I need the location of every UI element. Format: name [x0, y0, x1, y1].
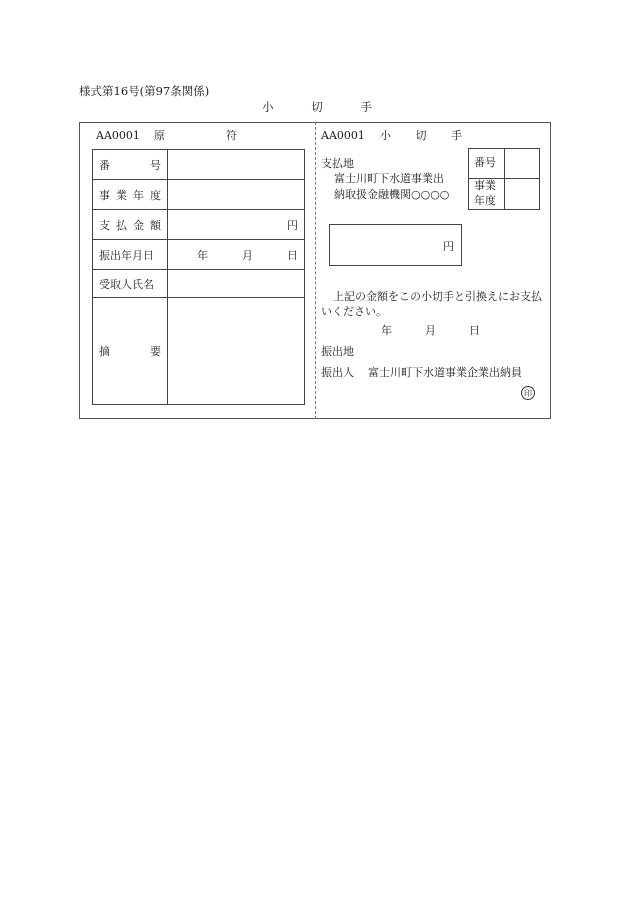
- check-number-year-table: [468, 148, 540, 210]
- payment-place-line: 納取扱金融機関○○○○: [334, 188, 450, 201]
- title-char: 切: [311, 100, 323, 114]
- table-row: [93, 298, 305, 405]
- issue-place-label: 振出地: [321, 345, 354, 358]
- stub-label-summary: 摘 要: [93, 298, 168, 405]
- table-row: [93, 240, 305, 270]
- check-amount-box[interactable]: [329, 224, 462, 266]
- table-row: [469, 149, 540, 179]
- day-unit: 日: [287, 248, 298, 262]
- year-unit: 年: [197, 248, 208, 262]
- check-heading-char: 小: [380, 129, 391, 142]
- month-unit: 月: [425, 324, 436, 337]
- stub-payee-field[interactable]: [168, 270, 305, 298]
- day-unit: 日: [469, 324, 480, 337]
- check-heading: [380, 130, 462, 141]
- check-heading-char: 切: [415, 129, 427, 142]
- title-char: 手: [360, 100, 372, 114]
- payment-instruction: 上記の金額をこの小切手と引換えにお支払いください。: [321, 290, 542, 318]
- stub-amount-field[interactable]: [168, 210, 305, 240]
- month-unit: 月: [242, 248, 253, 262]
- year-unit: 年: [381, 324, 392, 337]
- table-row: [93, 150, 305, 180]
- stub-label-issue-date: 振出年月日: [93, 240, 168, 270]
- stub-issue-date-field[interactable]: [168, 240, 305, 270]
- table-row: [93, 210, 305, 240]
- stub-table: [92, 149, 305, 405]
- table-row: [469, 179, 540, 210]
- stub-heading-char: 符: [226, 129, 237, 142]
- stub-label-amount: 支 払 金 額: [93, 210, 168, 240]
- stub-label-fiscal-year: 事 業 年 度: [93, 180, 168, 210]
- check-heading-char: 手: [451, 129, 462, 142]
- stub-summary-field[interactable]: [168, 298, 305, 405]
- seal-icon: 印: [521, 386, 535, 400]
- issuer-label: 振出人: [321, 366, 354, 379]
- issuer-name: 富士川町下水道事業企業出納員: [368, 366, 522, 379]
- title-char: 小: [262, 100, 274, 114]
- payment-place-label: 支払地: [321, 157, 354, 170]
- check-fiscal-year-field[interactable]: [505, 179, 540, 210]
- check-fiscal-year-label: 事業 年度: [469, 179, 505, 210]
- stub-label-payee: 受取人氏名: [93, 270, 168, 298]
- table-row: [93, 270, 305, 298]
- perforation-line: [315, 122, 316, 419]
- stub-number-field[interactable]: [168, 150, 305, 180]
- check-number-label: 番号: [469, 149, 505, 179]
- form-number-header: 様式第16号(第97条関係): [79, 84, 210, 98]
- document-title: [262, 102, 372, 114]
- check-number-field[interactable]: [505, 149, 540, 179]
- yen-unit: 円: [443, 240, 454, 253]
- yen-unit: 円: [287, 218, 298, 232]
- stub-heading-char: 原: [154, 129, 165, 142]
- table-row: [93, 180, 305, 210]
- stub-label-number: 番 号: [93, 150, 168, 180]
- check-issue-date: [381, 325, 480, 336]
- payment-place-line: 富士川町下水道事業出: [334, 172, 444, 185]
- stub-fiscal-year-field[interactable]: [168, 180, 305, 210]
- check-serial-number: AA0001: [321, 129, 365, 142]
- stub-serial-number: AA0001: [96, 129, 140, 142]
